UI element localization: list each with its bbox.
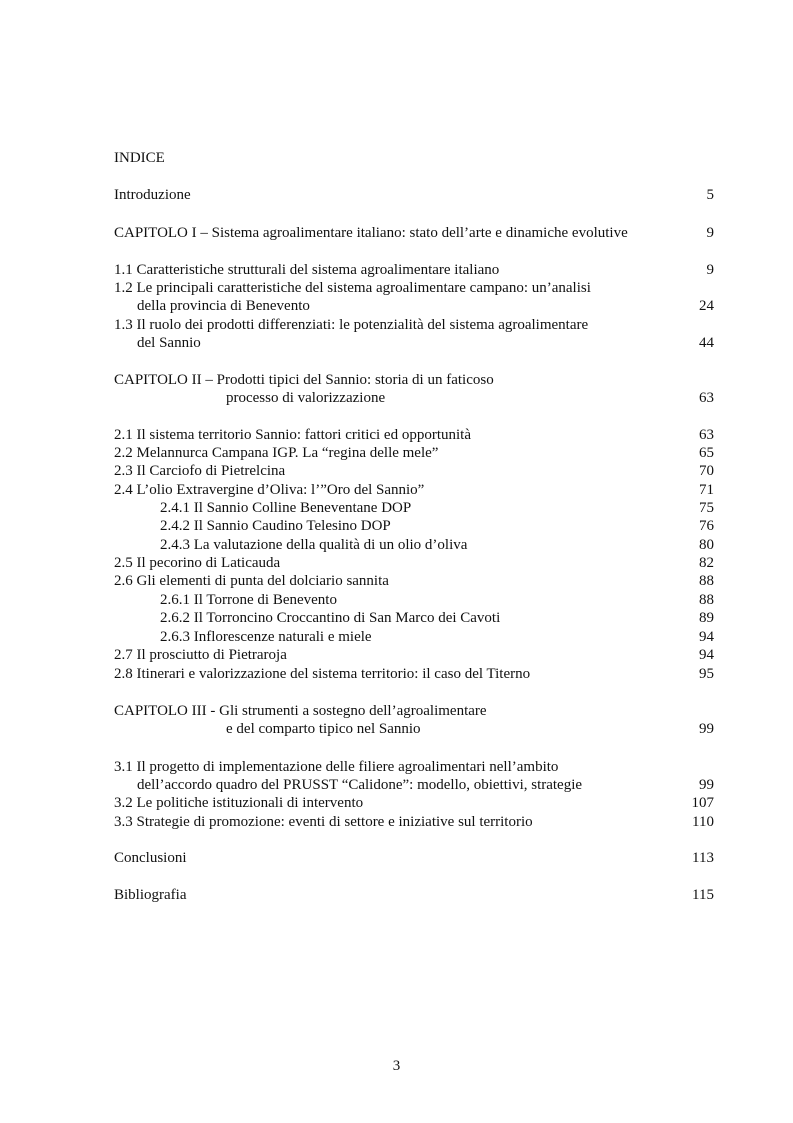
toc-entry-page-number: 110 — [692, 814, 714, 830]
toc-entry-page-number: 82 — [699, 555, 714, 571]
toc-entry-page-number: 24 — [699, 298, 714, 315]
toc-entry-title: Conclusioni — [114, 850, 187, 866]
toc-entry-page-number: 9 — [706, 225, 714, 241]
toc-entry-page-number: 63 — [699, 427, 714, 443]
toc-entry-title: 3.3 Strategie di promozione: eventi di settore e iniziative sul territorio — [114, 814, 533, 830]
toc-entry — [0, 849, 793, 867]
toc-entry-page-number: 113 — [692, 850, 714, 866]
toc-entry-page-number: 95 — [699, 666, 714, 682]
toc-entry-title: Bibliografia — [114, 887, 187, 903]
toc-entry-page-number: 70 — [699, 463, 714, 479]
toc-entry-page-number: 94 — [699, 629, 714, 645]
toc-entry-page-number: 80 — [699, 537, 714, 553]
toc-entry-page-number: 76 — [699, 518, 714, 534]
toc-entry — [0, 665, 793, 683]
toc-entry — [0, 572, 793, 590]
toc-entry — [0, 813, 793, 831]
toc-entry-title: e del comparto tipico nel Sannio — [226, 721, 421, 738]
toc-entry-page-number: 5 — [706, 187, 714, 203]
toc-entry-title: 2.4.3 La valutazione della qualità di un olio d’oliva — [160, 537, 468, 553]
toc-entry-title: Introduzione — [114, 187, 191, 203]
toc-entry-title: 2.7 Il prosciutto di Pietraroja — [114, 647, 287, 663]
toc-entry-page-number: 65 — [699, 445, 714, 461]
toc-entry-title: CAPITOLO II – Prodotti tipici del Sannio: storia di un faticoso — [114, 372, 494, 388]
toc-entry — [0, 261, 793, 279]
toc-entry-title: 2.1 Il sistema territorio Sannio: fattori critici ed opportunità — [114, 427, 471, 443]
toc-entry-page-number: 44 — [699, 335, 714, 352]
toc-entry-page-number: 88 — [699, 592, 714, 608]
toc-entry-page-number: 88 — [699, 573, 714, 589]
toc-entry-page-number: 99 — [699, 721, 714, 738]
toc-entry-page-number: 71 — [699, 482, 714, 498]
toc-entry — [0, 794, 793, 812]
toc-entry-page-number: 115 — [692, 887, 714, 903]
toc-entry — [0, 279, 793, 316]
toc-entry-title: 3.1 Il progetto di implementazione delle filiere agroalimentari nell’ambito — [114, 759, 559, 775]
toc-entry — [0, 444, 793, 462]
toc-entry-title: 1.3 Il ruolo dei prodotti differenziati: le potenzialità del sistema agroalimentare — [114, 317, 589, 333]
toc-entry-title: 2.4.1 Il Sannio Colline Beneventane DOP — [160, 500, 412, 516]
toc-entry-page-number: 9 — [706, 262, 714, 278]
toc-entry-title: del Sannio — [137, 335, 201, 352]
toc-entry-page-number: 75 — [699, 500, 714, 516]
toc-entry — [0, 481, 793, 499]
toc-entry — [0, 536, 793, 554]
toc-entry — [0, 517, 793, 535]
toc-entry — [0, 186, 793, 204]
toc-entry — [0, 591, 793, 609]
toc-entry-title: CAPITOLO III - Gli strumenti a sostegno dell’agroalimentare — [114, 703, 487, 719]
toc-entry-title: 3.2 Le politiche istituzionali di intervento — [114, 795, 364, 811]
toc-entry — [0, 371, 793, 408]
toc-entry — [0, 646, 793, 664]
toc-entry-title: 2.6.1 Il Torrone di Benevento — [160, 592, 337, 608]
toc-entry-page-number: 99 — [699, 777, 714, 794]
toc-entry-title: 1.1 Caratteristiche strutturali del sistema agroalimentare italiano — [114, 262, 500, 278]
toc-entry-page-number: 63 — [699, 390, 714, 407]
toc-entry-page-number: 107 — [691, 795, 714, 811]
toc-entry-title: 2.5 Il pecorino di Laticauda — [114, 555, 281, 571]
toc-entry-title: 2.2 Melannurca Campana IGP. La “regina delle mele” — [114, 445, 439, 461]
toc-entry-title: 2.3 Il Carciofo di Pietrelcina — [114, 463, 286, 479]
toc-entry — [0, 499, 793, 517]
toc-entry-title: processo di valorizzazione — [226, 390, 386, 407]
toc-entry-page-number: 94 — [699, 647, 714, 663]
toc-entry — [0, 628, 793, 646]
toc-entry — [0, 426, 793, 444]
toc-entry — [0, 316, 793, 353]
toc-entry — [0, 224, 793, 242]
toc-entry-page-number: 89 — [699, 610, 714, 626]
page-number: 3 — [392, 1058, 401, 1074]
toc-entry-title: 2.4.2 Il Sannio Caudino Telesino DOP — [160, 518, 391, 534]
toc-entry-title: 2.6.3 Inflorescenze naturali e miele — [160, 629, 372, 645]
toc-entry-title: CAPITOLO I – Sistema agroalimentare italiano: stato dell’arte e dinamiche evolutive — [114, 225, 628, 241]
toc-entry — [0, 886, 793, 904]
toc-entry-title: della provincia di Benevento — [137, 298, 310, 315]
toc-entry — [0, 554, 793, 572]
toc-entry-title: 2.6 Gli elementi di punta del dolciario sannita — [114, 573, 389, 589]
toc-entry — [0, 462, 793, 480]
toc-entry-title: 2.6.2 Il Torroncino Croccantino di San Marco dei Cavoti — [160, 610, 501, 626]
toc-entry — [0, 702, 793, 739]
toc-entry-title: dell’accordo quadro del PRUSST “Calidone”: modello, obiettivi, strategie — [137, 777, 583, 794]
toc-entry — [0, 758, 793, 795]
toc-entry-title: 2.8 Itinerari e valorizzazione del sistema territorio: il caso del Titerno — [114, 666, 531, 682]
page-title: INDICE — [114, 150, 165, 166]
toc-entry-title: 2.4 L’olio Extravergine d’Oliva: l’”Oro del Sannio” — [114, 482, 425, 498]
toc-entry — [0, 609, 793, 627]
toc-entry-title: 1.2 Le principali caratteristiche del sistema agroalimentare campano: un’analisi — [114, 280, 591, 296]
